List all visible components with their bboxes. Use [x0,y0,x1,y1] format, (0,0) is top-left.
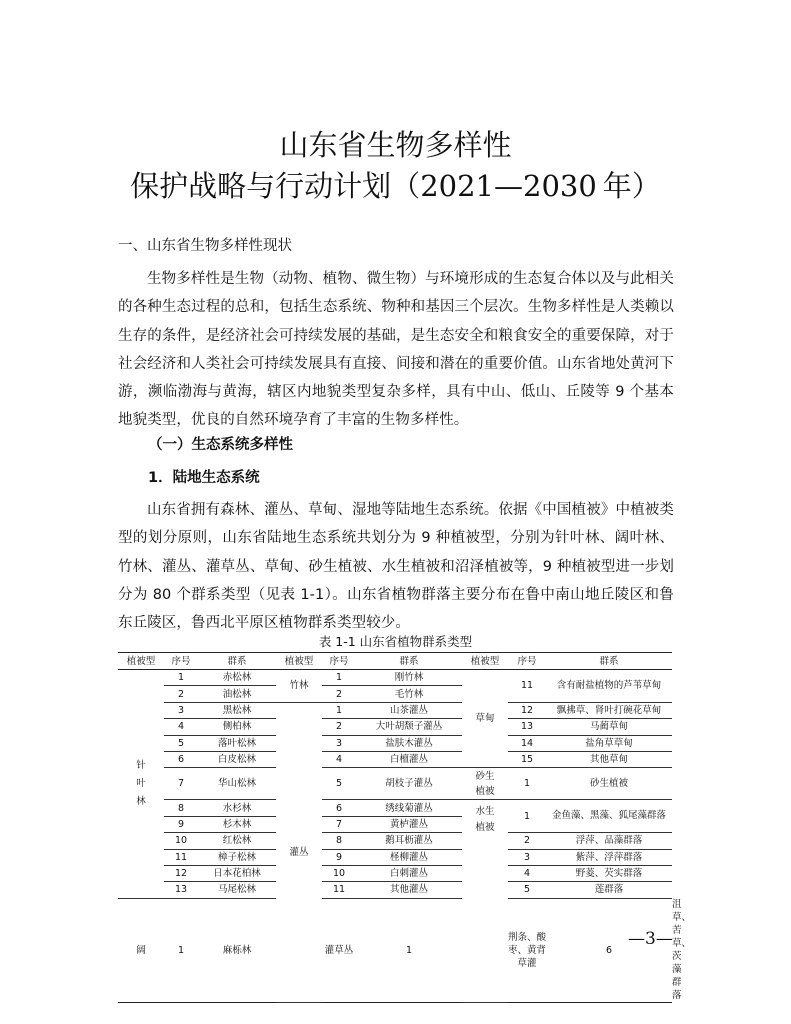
cell-index: 1 [508,800,546,833]
header-formation-3: 群系 [546,653,672,670]
table-row [118,702,672,718]
paragraph-2: 山东省拥有森林、灌丛、草甸、湿地等陆地生态系统。依据《中国植被》中植被类型的划分原则，山东省陆地生态系统共划分为 9 种植被型，分别为针叶林、阔叶林、竹林、灌丛、灌草丛、草甸、砂生植被、水生植被和沼泽植被等，9 种植被型进一步划分为 80 个群系类型（见表 1-1）。山东省植物群落主要分布在鲁中南山地丘陵区和鲁东丘陵区，鲁西北平原区植物群系类型较少。 [118,502,674,632]
cell-index: 1 [356,898,462,1003]
title-years: 2021—2030 [420,169,597,203]
cell-formation: 白刺灌丛 [356,865,462,881]
cell-formation: 其他草甸 [546,751,672,767]
cell-formation: 刚竹林 [356,670,462,686]
vegetation-table [118,652,692,1003]
cell-index: 3 [164,702,198,718]
cell-index: 12 [164,865,198,881]
cell-formation: 浮萍、品藻群落 [546,833,672,849]
table-row [118,735,672,751]
cell-formation: 荆条、酸枣、黄背草灌 [508,898,546,1003]
cell-formation: 柽柳灌丛 [356,849,462,865]
cell-index: 13 [164,882,198,898]
title-prefix: 保护战略与行动计划（ [130,169,421,203]
cell-index: 1 [322,702,356,718]
cell-index: 8 [164,800,198,816]
cell-formation: 侧柏林 [198,719,276,735]
cell-formation: 黄栌灌丛 [356,816,462,832]
cell-index: 13 [508,719,546,735]
page-number: —3— [628,929,673,949]
cell-index: 1 [164,670,198,686]
type-conifer: 针 叶 林 [118,670,164,899]
cell-index: 6 [546,898,672,1003]
cell-index: 1 [164,898,198,1003]
cell-index: 11 [508,670,546,703]
cell-formation: 樟子松林 [198,849,276,865]
table-row [118,768,672,800]
title-suffix: 年） [602,169,661,203]
cell-index: 11 [322,882,356,898]
table-row: 阔 1 麻栎林 灌草丛 1 荆条、酸枣、黄背草灌 6 沮草、苦草、茨藻群落 [118,898,672,1003]
type-broadleaf: 阔 [118,898,164,1003]
table-row [118,800,672,816]
cell-formation: 白檀灌丛 [356,751,462,767]
type-shrub: 灌丛 [276,702,322,1002]
cell-index: 9 [164,816,198,832]
section-heading: 一、山东省生物多样性现状 [118,238,292,254]
cell-index: 5 [164,735,198,751]
cell-index: 5 [508,882,546,898]
cell-index: 12 [508,702,546,718]
cell-index: 2 [322,686,356,702]
type-sand: 砂生 植被 [462,768,508,800]
cell-formation: 野菱、芡实群落 [546,865,672,881]
table-row [118,865,672,881]
cell-index: 10 [322,865,356,881]
cell-index: 8 [322,833,356,849]
cell-index: 3 [322,735,356,751]
cell-formation: 鹅耳枥灌丛 [356,833,462,849]
cell-index: 4 [164,719,198,735]
cell-index: 6 [164,751,198,767]
cell-formation: 飘拂草、肾叶打碗花草甸 [546,702,672,718]
title-line-2 [0,164,791,208]
cell-formation: 落叶松林 [198,735,276,751]
cell-formation: 大叶胡颓子灌丛 [356,719,462,735]
cell-formation: 麻栎林 [198,898,276,1003]
cell-formation: 绣线菊灌丛 [356,800,462,816]
cell-index: 1 [322,670,356,686]
cell-formation: 赤松林 [198,670,276,686]
cell-index: 3 [508,849,546,865]
cell-index: 4 [508,865,546,881]
cell-formation: 莲群落 [546,882,672,898]
header-formation-2: 群系 [356,653,462,670]
cell-index: 1 [508,768,546,800]
table-row [118,882,672,898]
table-row [118,751,672,767]
cell-formation: 金鱼藻、黑藻、狐尾藻群落 [546,800,672,833]
cell-index: 2 [322,719,356,735]
cell-formation: 砂生植被 [546,768,672,800]
header-type-3: 植被型 [462,653,508,670]
cell-formation: 其他灌丛 [356,882,462,898]
type-grass-shrub: 灌草丛 [322,898,356,1003]
cell-index: 7 [322,816,356,832]
paragraph-1: 生物多样性是生物（动物、植物、微生物）与环境形成的生态复合体以及与此相关的各种生态过程的总和，包括生态系统、物种和基因三个层次。生物多样性是人类赖以生存的条件，是经济社会可持续发展的基础，是生态安全和粮食安全的重要保障，对于社会经济和人类社会可持续发展具有直接、间接和潜在的重要价值。山东省地处黄河下游，濒临渤海与黄海，辖区内地貌类型复杂多样，具有中山、低山、丘陵等 9 个基本地貌类型，优良的自然环境孕育了丰富的生物多样性。 [118,271,674,429]
cell-formation: 杉木林 [198,816,276,832]
table-row [118,719,672,735]
type-bamboo: 竹林 [276,670,322,703]
cell-index: 5 [322,768,356,800]
header-type-2: 植被型 [276,653,322,670]
header-index-3: 序号 [508,653,546,670]
cell-index: 15 [508,751,546,767]
cell-index: 7 [164,768,198,800]
cell-formation: 紫萍、浮萍群落 [546,849,672,865]
header-type-1: 植被型 [118,653,164,670]
table-row [118,670,672,686]
cell-formation: 毛竹林 [356,686,462,702]
cell-index: 2 [164,686,198,702]
type-meadow: 草甸 [462,670,508,768]
cell-formation: 水杉林 [198,800,276,816]
cell-formation: 含有耐盐植物的芦苇草甸 [546,670,672,703]
cell-formation: 日本花柏林 [198,865,276,881]
type-aquatic: 水生 植被 [462,800,508,1003]
table-row [118,833,672,849]
cell-formation: 马蔺草甸 [546,719,672,735]
cell-index: 4 [322,751,356,767]
cell-formation: 盐肤木灌丛 [356,735,462,751]
cell-index: 6 [322,800,356,816]
subheading-land: 1．陆地生态系统 [148,470,260,486]
header-index-1: 序号 [164,653,198,670]
header-formation-1: 群系 [198,653,276,670]
header-index-2: 序号 [322,653,356,670]
cell-index: 11 [164,849,198,865]
table-header-row [118,653,672,670]
cell-index: 10 [164,833,198,849]
cell-index: 2 [508,833,546,849]
cell-formation: 胡枝子灌丛 [356,768,462,800]
title-line-1: 山东省生物多样性 [279,128,512,162]
cell-formation: 红松林 [198,833,276,849]
cell-formation: 山茶灌丛 [356,702,462,718]
cell-formation: 油松林 [198,686,276,702]
cell-formation: 白皮松林 [198,751,276,767]
cell-index: 9 [322,849,356,865]
table-caption: 表 1-1 山东省植物群系类型 [318,634,473,649]
cell-formation: 盐角草草甸 [546,735,672,751]
cell-index: 14 [508,735,546,751]
table-row [118,849,672,865]
subheading-ecosystem: （一）生态系统多样性 [148,437,293,453]
cell-formation: 华山松林 [198,768,276,800]
cell-formation: 马尾松林 [198,882,276,898]
cell-formation: 黑松林 [198,702,276,718]
